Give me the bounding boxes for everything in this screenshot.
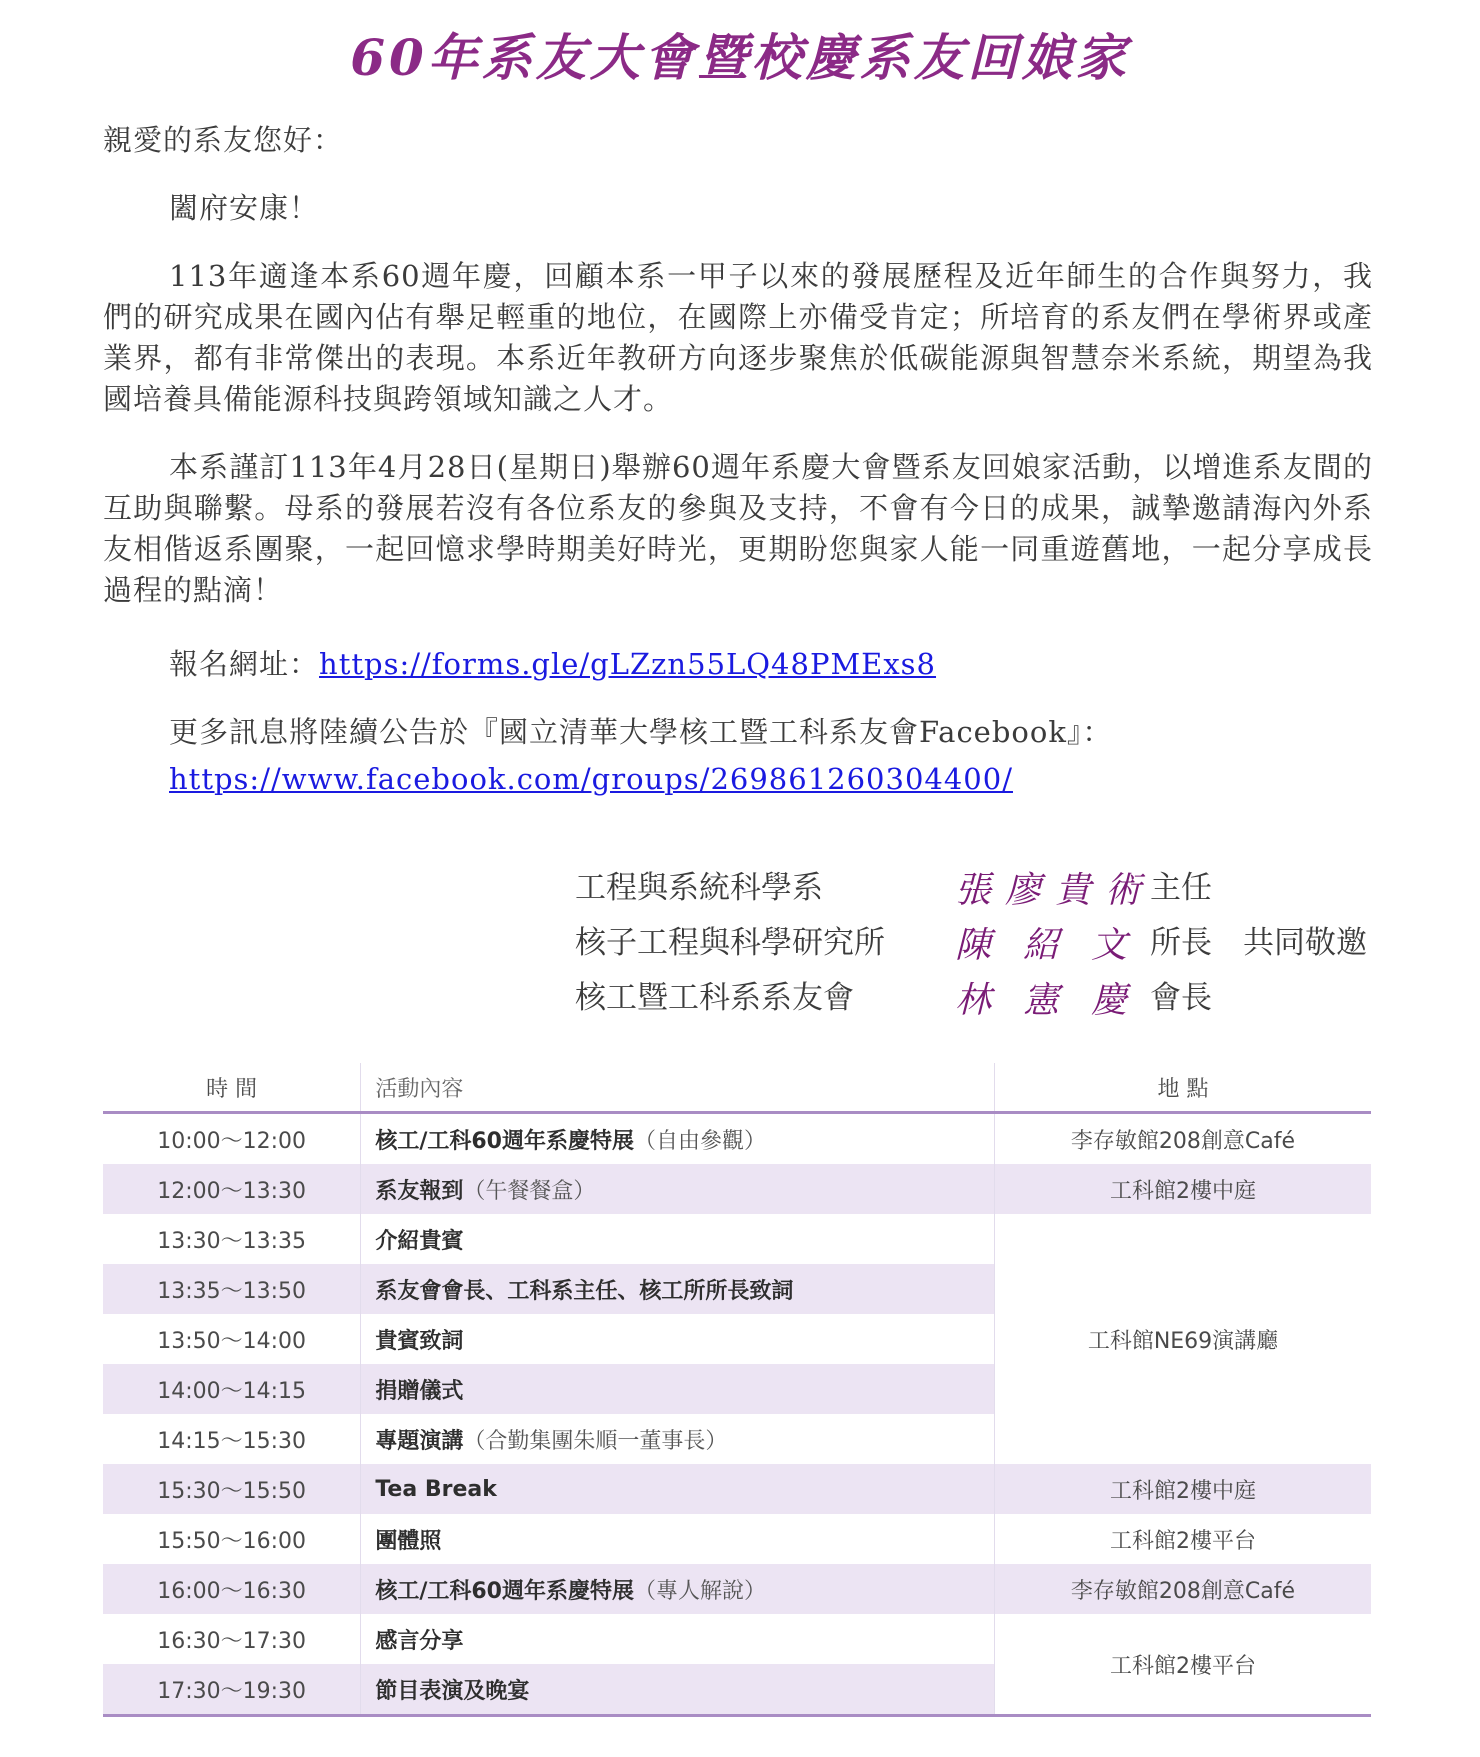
row-time: 13:50～14:00 [157,1328,307,1354]
page-title: 60年系友大會暨校慶系友回娘家 [350,28,1130,87]
row-content: 節目表演及晚宴 [361,1664,995,1716]
row-content: 團體照 [361,1514,995,1564]
row-time: 13:35～13:50 [103,1264,361,1314]
row-time: 16:30～17:30 [157,1628,307,1654]
registration-label: 報名網址： [169,647,320,681]
salutation: 闔府安康！ [169,191,320,225]
row-time: 15:50～16:00 [157,1528,307,1554]
schedule-table [103,1063,1371,1717]
facebook-link-line [169,762,1013,796]
signature-role: 會長 [1150,980,1212,1016]
row-note: （專人解說） [633,1578,766,1604]
row-content: 捐贈儀式 [361,1364,995,1414]
row-content: 貴賓致詞 [361,1314,995,1364]
signature-role: 主任 [1150,870,1212,906]
table-row [103,1514,1371,1564]
row-time: 16:00～16:30 [103,1564,361,1614]
table-row [103,1614,1371,1664]
row-time: 15:30～15:50 [103,1464,361,1514]
registration-link[interactable]: https://forms.gle/gLZzn55LQ48PMExs8 [319,647,937,681]
row-note: （午餐餐盒） [463,1178,596,1204]
table-row [103,1113,1371,1165]
greeting: 親愛的系友您好： [103,123,344,157]
table-row [103,1164,1371,1214]
table-header [103,1063,1371,1113]
registration-line [169,642,936,683]
header-time: 時 間 [103,1063,361,1113]
row-content: 專題演講（合勤集團朱順一董事長） [361,1414,995,1464]
signature-closing: 共同敬邀 [1243,925,1367,961]
signature-org: 核子工程與科學研究所 [575,925,885,961]
row-content: 介紹貴賓 [361,1214,995,1264]
table-row [103,1214,1371,1264]
header-location: 地 點 [994,1063,1371,1113]
signature-name: 林憲慶 [955,980,1160,1021]
table-row [103,1464,1371,1514]
paragraph-invitation: 本系謹訂113年4月28日(星期日)舉辦60週年系慶大會暨系友回娘家活動，以增進系友間的互助與聯繫。母系的發展若沒有各位系友的參與及支持，不會有今日的成果，誠摯邀請海內外系友相偕返系團聚，一起回憶求學時期美好時光，更期盼您與家人能一同重遊舊地，一起分享成長過程的點滴！ [103,450,1373,607]
row-content: 感言分享 [361,1614,995,1664]
facebook-link[interactable]: https://www.facebook.com/groups/269861260304400/ [169,762,1013,796]
row-location: 工科館2樓中庭 [994,1164,1371,1214]
header-content: 活動內容 [361,1063,995,1113]
paragraph-anniversary: 113年適逢本系60週年慶，回顧本系一甲子以來的發展歷程及近年師生的合作與努力，我們的研究成果在國內佔有舉足輕重的地位，在國際上亦備受肯定；所培育的系友們在學術界或產業界，都有非常傑出的表現。本系近年教研方向逐步聚焦於低碳能源與智慧奈米系統，期望為我國培養具備能源科技與跨領域知識之人才。 [103,259,1373,416]
signature-org: 核工暨工科系系友會 [575,980,854,1016]
row-content: 核工/工科60週年系慶特展（專人解說） [361,1564,995,1614]
signature-role: 所長 [1150,925,1212,961]
facebook-note: 更多訊息將陸續公告於『國立清華大學核工暨工科系友會Facebook』： [169,715,1113,749]
row-location: 工科館2樓平台 [994,1614,1371,1716]
row-time: 13:30～13:35 [157,1228,307,1254]
table-row [103,1564,1371,1614]
row-content: 系友會會長、工科系主任、核工所所長致詞 [361,1264,995,1314]
row-location: 工科館2樓中庭 [994,1464,1371,1514]
row-time: 14:00～14:15 [103,1364,361,1414]
row-location: 工科館2樓平台 [994,1514,1371,1564]
row-note: （合勤集團朱順一董事長） [463,1428,728,1454]
signature-name: 陳紹文 [955,925,1160,966]
row-time: 17:30～19:30 [103,1664,361,1716]
row-location: 工科館NE69演講廳 [994,1214,1371,1464]
signature-name: 張廖貴術 [955,870,1156,911]
row-time: 14:15～15:30 [157,1428,307,1454]
row-time: 12:00～13:30 [103,1164,361,1214]
row-content: 系友報到（午餐餐盒） [361,1164,995,1214]
row-location: 李存敏館208創意Café [994,1564,1371,1614]
signature-org: 工程與系統科學系 [575,870,823,906]
row-note: （自由參觀） [633,1128,766,1154]
row-content: 核工/工科60週年系慶特展（自由參觀） [361,1113,995,1165]
row-content: Tea Break [361,1464,995,1514]
row-location: 李存敏館208創意Café [994,1113,1371,1165]
row-time: 10:00～12:00 [157,1128,307,1154]
